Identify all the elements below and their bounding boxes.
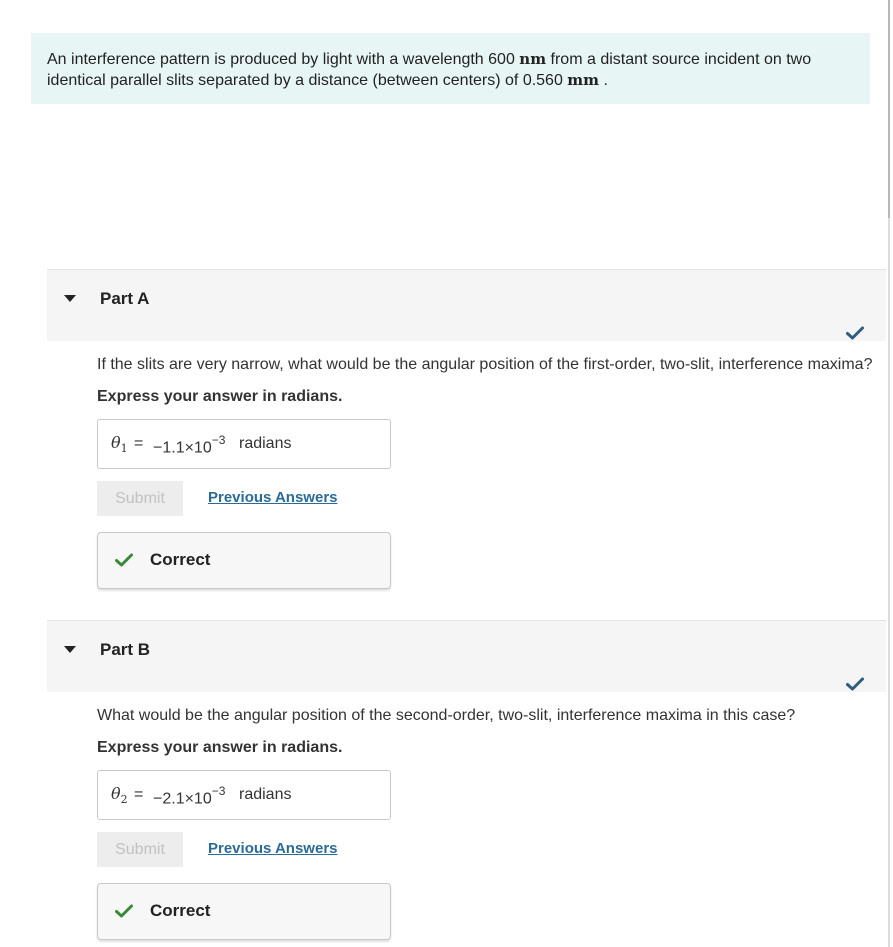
problem-statement xyxy=(31,33,870,104)
unit-mm: mm xyxy=(567,71,600,89)
theta-symbol: $\theta_2$ xyxy=(111,784,128,807)
part-b-question: What would be the angular position of the second-order, two-slit, interference maxima in this case? xyxy=(97,707,796,724)
part-a-submit-button[interactable]: Submit xyxy=(97,481,183,516)
equals-sign: = xyxy=(134,435,144,452)
part-a-header[interactable] xyxy=(47,269,886,341)
part-a-answer-field[interactable] xyxy=(97,419,391,469)
feedback-label: Correct xyxy=(150,901,211,920)
answer-value: $-2.1\times 10^{-3}$ xyxy=(153,784,226,808)
correct-check-icon xyxy=(115,553,133,567)
part-a-previous-answers-link[interactable]: Previous Answers xyxy=(208,489,338,506)
part-b-title: Part B xyxy=(100,640,151,659)
unit-nm: nm xyxy=(519,50,547,68)
part-b-instruction: Express your answer in radians. xyxy=(97,739,343,756)
answer-units: radians xyxy=(239,786,292,803)
part-a-question: If the slits are very narrow, what would be the angular position of the first-order, two-slit, interference maxima? xyxy=(97,356,873,373)
part-b-feedback xyxy=(97,883,391,940)
collapse-caret-icon[interactable] xyxy=(64,646,76,653)
part-a-title: Part A xyxy=(100,289,150,308)
collapse-caret-icon[interactable] xyxy=(64,295,76,302)
checkmark-icon xyxy=(846,677,864,691)
part-b-header[interactable] xyxy=(47,620,886,692)
checkmark-icon xyxy=(846,326,864,340)
part-a-instruction: Express your answer in radians. xyxy=(97,388,343,405)
feedback-label: Correct xyxy=(150,550,211,569)
equals-sign: = xyxy=(134,786,144,803)
theta-symbol: $\theta_1$ xyxy=(111,433,128,456)
answer-value: $-1.1\times 10^{-3}$ xyxy=(153,433,226,457)
problem-text-start: An interference pattern is produced by light with a wavelength 600 xyxy=(47,51,520,68)
answer-units: radians xyxy=(239,435,292,452)
scrollbar-thumb[interactable] xyxy=(888,0,890,218)
problem-text-middle: from a distant source incident on two identical parallel slits separated by a distance (between centers) of 0.560 xyxy=(47,51,812,89)
problem-text-end: . xyxy=(599,72,608,89)
part-a-feedback xyxy=(97,532,391,589)
part-b-submit-button[interactable]: Submit xyxy=(97,832,183,867)
correct-check-icon xyxy=(115,904,133,918)
part-b-answer-field[interactable] xyxy=(97,770,391,820)
part-b-previous-answers-link[interactable]: Previous Answers xyxy=(208,840,338,857)
